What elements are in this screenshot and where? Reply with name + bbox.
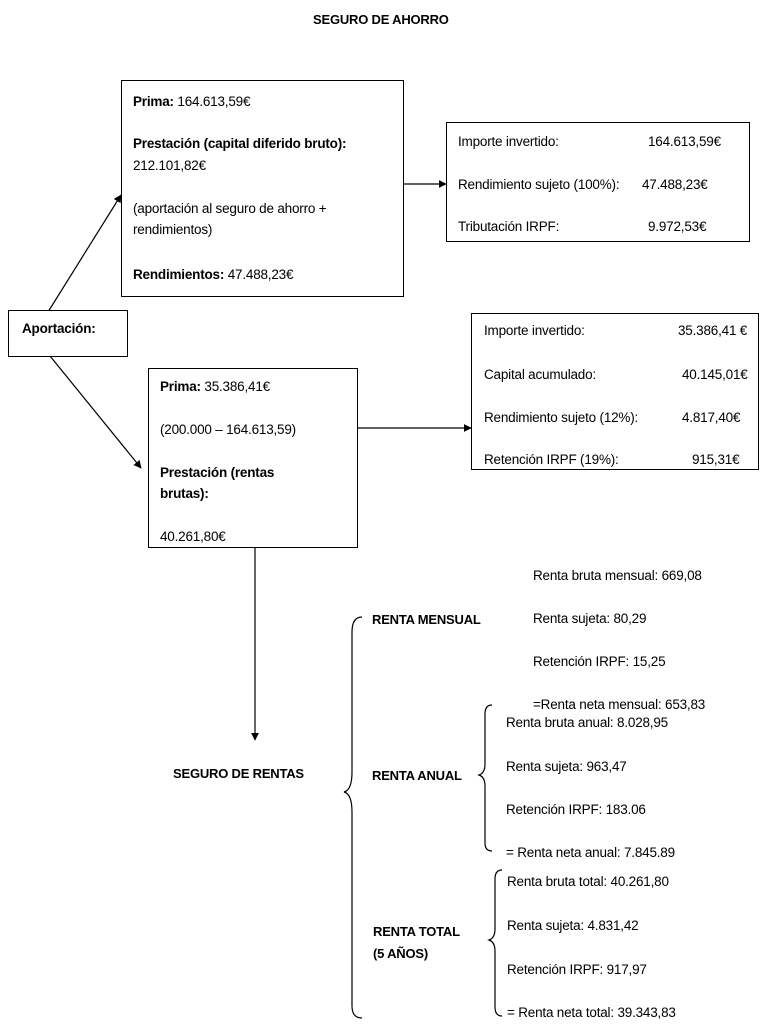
total-brace	[489, 870, 502, 1016]
capital-details-box	[446, 122, 750, 242]
rentas-prestacion-line2: brutas):	[160, 486, 209, 501]
renta-mensual-label: RENTA MENSUAL	[372, 612, 481, 627]
rentas-detail-value: 4.817,40€	[682, 410, 741, 425]
rentas-prestacion-line1: Prestación (rentas	[160, 465, 275, 480]
renta-mensual-line: Renta sujeta: 80,29	[533, 611, 647, 626]
capital-note-line1: (aportación al seguro de ahorro +	[133, 201, 327, 216]
capital-box	[121, 80, 404, 297]
capital-detail-label: Tributación IRPF:	[458, 219, 560, 234]
renta-mensual-line: Renta bruta mensual: 669,08	[533, 568, 702, 583]
aportacion-box	[8, 310, 128, 357]
capital-note-line2: rendimientos)	[133, 222, 213, 237]
renta-anual-line: Retención IRPF: 183.06	[506, 802, 646, 817]
renta-total-line: Retención IRPF: 917,97	[507, 962, 647, 977]
renta-total-label: RENTA TOTAL	[373, 924, 460, 939]
renta-total-line: Renta bruta total: 40.261,80	[507, 874, 669, 889]
renta-mensual-line: =Renta neta mensual: 653,83	[533, 697, 706, 712]
rentas-prima	[160, 379, 270, 394]
renta-total-line: = Renta neta total: 39.343,83	[507, 1005, 676, 1020]
capital-prima-value: 164.613,59€	[177, 94, 251, 109]
arrow-to-rentas-box	[50, 356, 141, 468]
rentas-box	[148, 368, 358, 548]
arrow-to-capital-box	[48, 195, 121, 312]
capital-prestacion-label: Prestación (capital diferido bruto):	[133, 136, 347, 151]
capital-detail-label: Rendimiento sujeto (100%):	[458, 177, 620, 192]
renta-mensual-line: Retención IRPF: 15,25	[533, 654, 666, 669]
capital-rendimientos-value: 47.488,23€	[227, 267, 294, 282]
capital-prima	[133, 94, 250, 109]
rentas-prima-label: Prima:	[160, 379, 201, 394]
renta-anual-line: = Renta neta anual: 7.845.89	[506, 845, 675, 860]
capital-detail-value: 47.488,23€	[642, 177, 708, 192]
capital-rendimientos	[133, 267, 293, 282]
seguro-rentas-label: SEGURO DE RENTAS	[173, 766, 304, 781]
anual-brace	[479, 705, 492, 851]
capital-detail-label: Importe invertido:	[458, 134, 559, 149]
capital-detail-value: 164.613,59€	[648, 134, 721, 149]
main-brace	[344, 617, 362, 1018]
page-title: SEGURO DE AHORRO	[313, 12, 449, 27]
capital-prestacion-value: 212.101,82€	[133, 158, 206, 173]
rentas-detail-label: Capital acumulado:	[484, 367, 596, 382]
rentas-details-box	[471, 313, 759, 470]
capital-rendimientos-label: Rendimientos:	[133, 267, 225, 282]
rentas-value: 40.261,80€	[160, 529, 226, 544]
renta-anual-line: Renta bruta anual: 8.028,95	[506, 715, 668, 730]
renta-total-sublabel: (5 AÑOS)	[373, 946, 428, 961]
rentas-detail-label: Importe invertido:	[484, 323, 585, 338]
capital-prima-label: Prima:	[133, 94, 174, 109]
renta-anual-line: Renta sujeta: 963,47	[506, 759, 627, 774]
rentas-prima-value: 35.386,41€	[204, 379, 270, 394]
capital-detail-value: 9.972,53€	[648, 219, 707, 234]
rentas-detail-value: 915,31€	[692, 452, 740, 467]
rentas-calc: (200.000 – 164.613,59)	[160, 422, 296, 437]
rentas-detail-label: Retención IRPF (19%):	[484, 452, 619, 467]
aportacion-label: Aportación:	[22, 321, 96, 336]
rentas-detail-value: 40.145,01€	[682, 367, 748, 382]
renta-total-line: Renta sujeta: 4.831,42	[507, 918, 639, 933]
rentas-detail-label: Rendimiento sujeto (12%):	[484, 410, 639, 425]
rentas-detail-value: 35.386,41 €	[678, 323, 748, 338]
renta-anual-label: RENTA ANUAL	[372, 768, 462, 783]
